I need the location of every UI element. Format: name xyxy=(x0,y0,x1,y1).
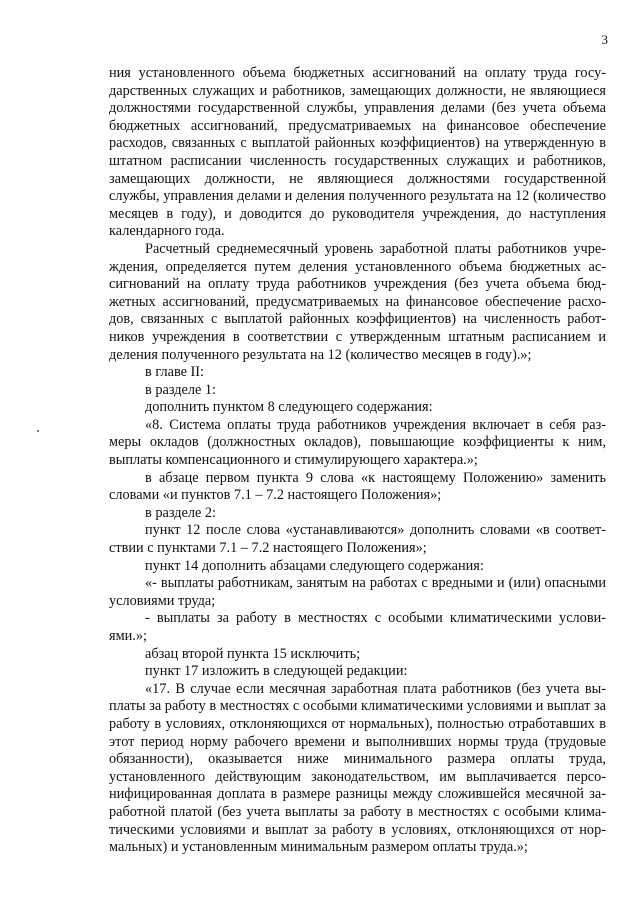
paragraph: Расчетный среднемесячный уровень заработной платы работников учреждения, определяется путем деления установленного объема бюджетных ассигнований на оплату труда работников учреждения (без учета объема бюджетных ассигнований, предусматриваемых на финансовое обеспечение расходов, связанных с выплатой районных коэффициентов) на численность работников учреждения в соответствии с утвержденным штатным расписанием и деления полученного результата на 12 (количество месяцев в году).»; xyxy=(109,240,606,363)
paragraph: «17. В случае если месячная заработная плата работников (без учета выплаты за работу в местностях с особыми климатическими условиями и выплат за работу в условиях, отклоняющихся от нормальных), полностью отработавших в этот период норму рабочего времени и выполнивших нормы труда (трудовые обязанности), оказывается ниже минимального размера оплаты труда, установленного действующим законодательством, им выплачивается персонифицированная доплата в размере разницы между сложившейся месячной заработной платой (без учета выплаты за работу в местностях с особыми климатическими условиями и выплат за работу в условиях, отклоняющихся от нормальных) и установленным минимальным размером оплаты труда.»; xyxy=(109,680,606,856)
paragraph: - выплаты за работу в местностях с особыми климатическими условиями.»; xyxy=(109,610,606,644)
paragraph: ния установленного объема бюджетных ассигнований на оплату труда государственных служащих и работников, замещающих должности, не являющиеся должностями государственной службы, управления делами (без учета объема бюджетных ассигнований, предусматриваемых на финансовое обеспечение расходов, связанных с выплатой районных коэффициентов) на утвержденную в штатном расписании численность государственных служащих и работников, замещающих должности, не являющиеся должностями государственной службы, управления делами и деления полученного результата на 12 (количество месяцев в году), и доводится до руководителя учреждения, до наступления календарного года. xyxy=(109,65,606,240)
paragraph: в абзаце первом пункта 9 слова «к настоящему Положению» заменить словами «и пунктов 7.1 – 7.2 настоящего Положения»; xyxy=(109,469,606,504)
paragraph: дополнить пунктом 8 следующего содержания: xyxy=(145,399,433,416)
paragraph: в разделе 1: xyxy=(145,381,217,398)
paragraph: «8. Система оплаты труда работников учреждения включает в себя размеры окладов (должностных окладов), повышающие коэффициенты к ним, выплаты компенсационного и стимулирующего характера.»; xyxy=(109,416,606,469)
page-number: 3 xyxy=(601,32,608,47)
document-body xyxy=(109,65,606,857)
paragraph: в разделе 2: xyxy=(145,504,217,521)
margin-speck xyxy=(37,430,39,432)
paragraph: пункт 12 после слова «устанавливаются» дополнить словами «в соответствии с пунктами 7.1 – 7.2 настоящего Положения»; xyxy=(109,522,606,557)
paragraph: в главе II: xyxy=(145,364,205,381)
paragraph: абзац второй пункта 15 исключить; xyxy=(145,645,361,662)
paragraph: «- выплаты работникам, занятым на работах с вредными и (или) опасными условиями труда; xyxy=(109,575,606,609)
paragraph: пункт 14 дополнить абзацами следующего содержания: xyxy=(145,557,484,574)
paragraph: пункт 17 изложить в следующей редакции: xyxy=(145,663,408,680)
